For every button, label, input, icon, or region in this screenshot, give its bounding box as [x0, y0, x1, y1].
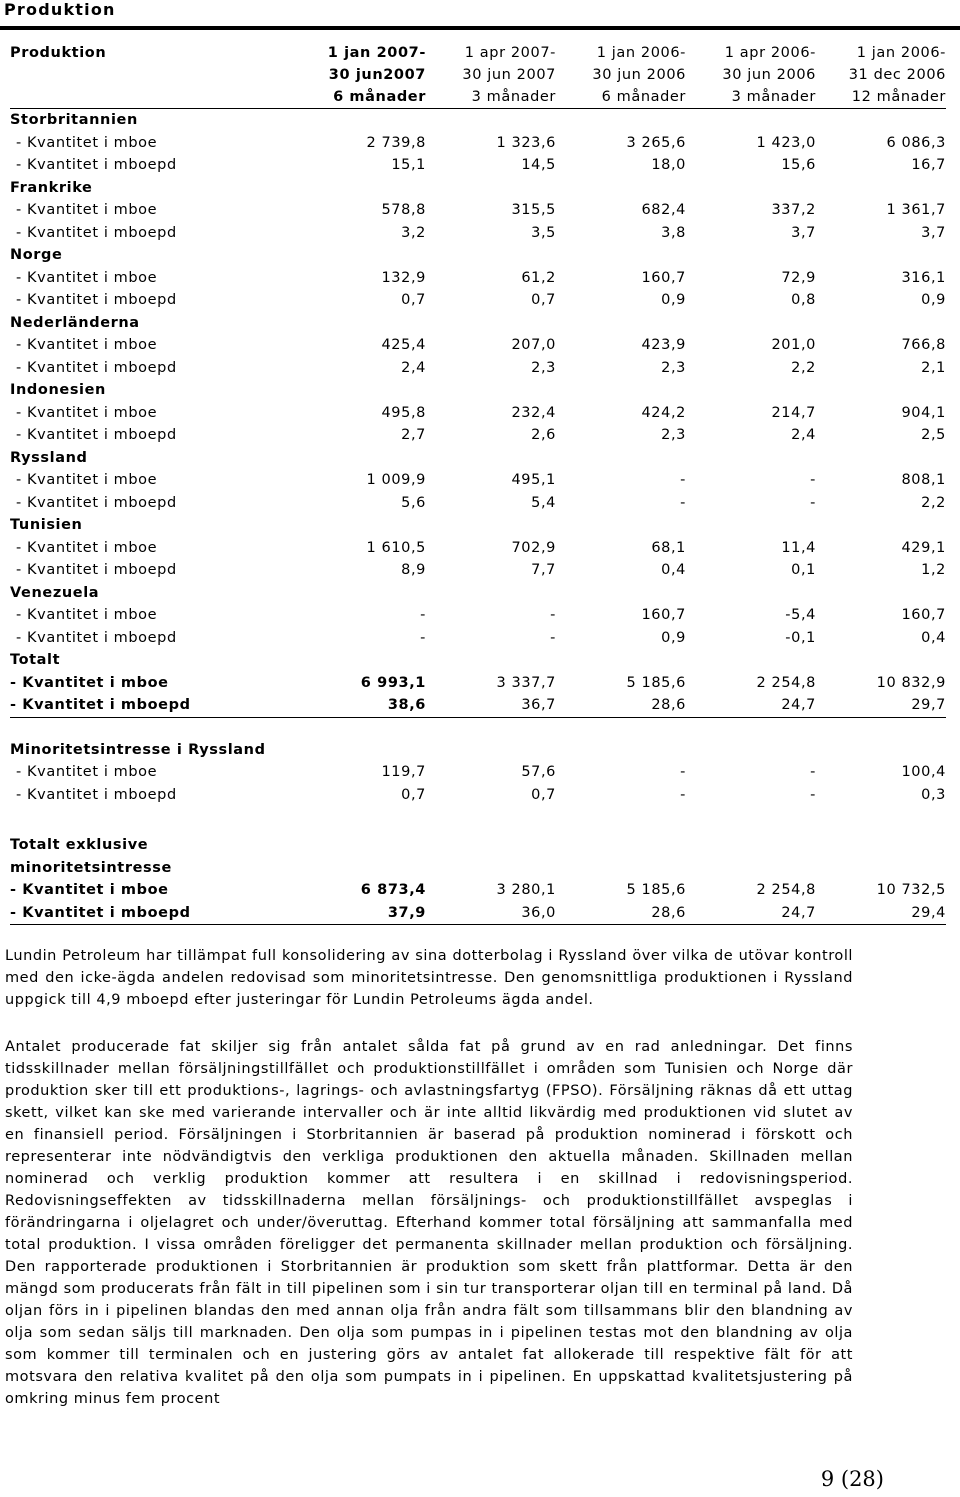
value-cell: 61,2	[521, 269, 556, 286]
row-label: - Kvantitet i mboepd	[16, 224, 177, 241]
value-cell: 3,2	[401, 224, 426, 241]
col-header-3: 1 jan 2006-	[596, 45, 686, 61]
value-cell: -5,4	[785, 607, 816, 624]
col-header-5: 12 månader	[816, 86, 946, 109]
value-cell: 36,0	[426, 902, 556, 925]
value-cell: 423,9	[641, 337, 686, 354]
value-cell: 0,7	[401, 292, 426, 309]
row-label: - Kvantitet i mboe	[10, 674, 169, 691]
value-cell: 429,1	[901, 539, 946, 556]
value-cell: 315,5	[511, 202, 556, 219]
value-cell: 0,7	[401, 786, 426, 803]
value-cell: -	[680, 764, 686, 781]
value-cell: 1 610,5	[366, 539, 426, 556]
section-label: Indonesien	[10, 382, 106, 399]
value-cell: 0,7	[531, 292, 556, 309]
value-cell: 29,7	[816, 694, 946, 717]
value-cell: 8,9	[401, 562, 426, 579]
table-row	[10, 402, 946, 425]
section-row	[10, 312, 946, 335]
section-label: Minoritetsintresse i Ryssland	[10, 741, 266, 758]
value-cell: 1 423,0	[756, 134, 816, 151]
value-cell: 119,7	[381, 764, 426, 781]
value-cell: 232,4	[511, 404, 556, 421]
value-cell: 160,7	[901, 607, 946, 624]
paragraph-production-sales: Antalet producerade fat skiljer sig från antalet sålda fat på grund av en rad anledningar. Det finns tidsskillnader mellan försäljningstillfället och produktionstillfället i områden som Tunisien och Norge där produktion sker till ett produktions-, lagrings- och avlastningsfartyg (FPSO). Försäljning räknas då ett uttag skett, vilket kan ske med varierande intervaller och är inte alltid likvärdig med produktionen vid slutet av en finansiell period. Försäljningen i Storbritannien är baserad på produktion nominerad i förskott och representerar inte nödvändigtvis den verkliga produktionen den aktuella månaden. Skillnaden mellan nominerad och verklig produktion kommer att resultera i en skillnad i redovisningsperiod. Redovisningseffekten av tidsskillnaderna mellan försäljnings- och produktionstillfället avspeglas i förändringarna i oljelagret och under/överuttag. Efterhand kommer total försäljning att sammanfalla med total produktion. I vissa områden föreligger det permanenta skillnader mellan produktion och försäljning. Den rapporterade produktionen i Storbritannien är produktion som skett från plattformar. Detta är den mängd som producerats från fält in till pipelinen som i sin tur transporterar oljan till en terminal på land. Då oljan förs in i pipelinen blandas den med annan olja från andra fält som tillsammans blir den blandning av olja som sedan säljs till marknaden. Den olja som pumpas in i pipelinen testas mot den blandning av olja som kommer till terminalen och en justering görs av antalet fat allokerade till respektive fält för att motsvara den relativa kvalitet på den olja som pumpats in i pipelinen. En uppskattad kvalitetsjustering på omkring minus fem procent	[5, 1039, 853, 1407]
value-cell: 28,6	[556, 902, 686, 925]
table-row	[10, 784, 946, 807]
value-cell: 682,4	[641, 202, 686, 219]
row-label: - Kvantitet i mboepd	[16, 562, 177, 579]
section-label: Totalt	[10, 652, 61, 669]
section-row	[10, 177, 946, 200]
value-cell: 160,7	[641, 269, 686, 286]
value-cell: 2 254,8	[756, 674, 816, 691]
table-row	[10, 761, 946, 784]
value-cell: 214,7	[771, 404, 816, 421]
section-label: Tunisien	[10, 517, 83, 534]
value-cell: 11,4	[781, 539, 816, 556]
value-cell: 3,7	[791, 224, 816, 241]
value-cell: 6 873,4	[360, 882, 426, 899]
section-row	[10, 857, 946, 880]
col-header-4: 3 månader	[686, 86, 816, 109]
value-cell: 24,7	[686, 902, 816, 925]
section-label: Norge	[10, 247, 63, 264]
table-row	[10, 559, 946, 582]
table-row	[10, 154, 946, 177]
section-row	[10, 582, 946, 605]
value-cell: 201,0	[771, 337, 816, 354]
heading-rule	[0, 26, 960, 30]
section-row	[10, 109, 946, 132]
value-cell: 132,9	[381, 269, 426, 286]
value-cell: 3,7	[921, 224, 946, 241]
section-label: Ryssland	[10, 449, 88, 466]
value-cell: 2,4	[791, 427, 816, 444]
value-cell: 3 337,7	[496, 674, 556, 691]
value-cell: -	[680, 786, 686, 803]
value-cell: 2 739,8	[366, 134, 426, 151]
value-cell: -	[810, 494, 816, 511]
value-cell: 337,2	[771, 202, 816, 219]
col-header-1: 1 jan 2007-	[327, 45, 426, 61]
table-row	[10, 469, 946, 492]
value-cell: 2,3	[661, 427, 686, 444]
value-cell: -	[420, 629, 426, 646]
section-row	[10, 514, 946, 537]
value-cell: 36,7	[426, 694, 556, 717]
row-label: - Kvantitet i mboe	[16, 472, 158, 489]
section-row	[10, 649, 946, 672]
table-row	[10, 627, 946, 650]
spacer-row	[10, 717, 946, 739]
production-table	[10, 42, 946, 925]
row-label: - Kvantitet i mboe	[16, 764, 158, 781]
value-cell: 29,4	[816, 902, 946, 925]
value-cell: -	[550, 629, 556, 646]
value-cell: 7,7	[531, 562, 556, 579]
value-cell: 2,1	[921, 359, 946, 376]
row-label: - Kvantitet i mboepd	[16, 494, 177, 511]
table-row	[10, 694, 946, 717]
value-cell: -	[420, 607, 426, 624]
col-header-2: 30 jun 2007	[462, 67, 556, 83]
col-header-2: 1 apr 2007-	[464, 45, 556, 61]
section-row	[10, 739, 946, 762]
value-cell: 72,9	[781, 269, 816, 286]
value-cell: 6 086,3	[886, 134, 946, 151]
value-cell: 1,2	[921, 562, 946, 579]
value-cell: 0,9	[661, 292, 686, 309]
value-cell: 100,4	[901, 764, 946, 781]
paragraph-minority: Lundin Petroleum har tillämpat full konsolidering av sina dotterbolag i Ryssland över vilka de utövar kontroll med den icke-ägda andelen redovisad som minoritetsintresse. Den genomsnittliga produktionen i Ryssland uppgick till 4,9 mboepd efter justeringar för Lundin Petroleums ägda andel.	[5, 948, 853, 1008]
value-cell: 702,9	[511, 539, 556, 556]
row-label: - Kvantitet i mboepd	[16, 629, 177, 646]
row-label: - Kvantitet i mboe	[16, 269, 158, 286]
section-label: minoritetsintresse	[10, 859, 172, 876]
value-cell: 495,1	[511, 472, 556, 489]
row-label: - Kvantitet i mboe	[16, 134, 158, 151]
value-cell: -0,1	[785, 629, 816, 646]
table-row	[10, 672, 946, 695]
value-cell: 1 361,7	[886, 202, 946, 219]
page-number: 9 (28)	[820, 1467, 884, 1491]
row-label: - Kvantitet i mboe	[16, 404, 158, 421]
col-header-3: 6 månader	[556, 86, 686, 109]
value-cell: 0,4	[921, 629, 946, 646]
section-label: Frankrike	[10, 179, 93, 196]
value-cell: 10 832,9	[876, 674, 946, 691]
value-cell: 424,2	[641, 404, 686, 421]
value-cell: 5,4	[531, 494, 556, 511]
section-row	[10, 244, 946, 267]
row-label: - Kvantitet i mboe	[16, 337, 158, 354]
table-row	[10, 492, 946, 515]
value-cell: 160,7	[641, 607, 686, 624]
col-header-5: 1 jan 2006-	[856, 45, 946, 61]
value-cell: 578,8	[381, 202, 426, 219]
value-cell: 2,2	[791, 359, 816, 376]
section-heading: Produktion	[4, 0, 116, 19]
value-cell: 14,5	[521, 157, 556, 174]
col-header-1: 30 jun2007	[328, 67, 426, 83]
value-cell: 316,1	[901, 269, 946, 286]
value-cell: 15,6	[781, 157, 816, 174]
value-cell: 495,8	[381, 404, 426, 421]
value-cell: 425,4	[381, 337, 426, 354]
value-cell: 2,7	[401, 427, 426, 444]
value-cell: 2,6	[531, 427, 556, 444]
header-row-3	[10, 86, 946, 109]
header-row-2	[10, 64, 946, 86]
value-cell: 0,1	[791, 562, 816, 579]
value-cell: 207,0	[511, 337, 556, 354]
row-label: - Kvantitet i mboepd	[16, 157, 177, 174]
value-cell: -	[810, 472, 816, 489]
table-row	[10, 199, 946, 222]
value-cell: 766,8	[901, 337, 946, 354]
row-label: - Kvantitet i mboe	[16, 607, 158, 624]
row-label: - Kvantitet i mboe	[16, 539, 158, 556]
value-cell: 2,3	[661, 359, 686, 376]
value-cell: 28,6	[556, 694, 686, 717]
value-cell: 16,7	[911, 157, 946, 174]
table-row	[10, 289, 946, 312]
value-cell: 0,7	[531, 786, 556, 803]
value-cell: 38,6	[304, 694, 426, 717]
value-cell: 3,5	[531, 224, 556, 241]
row-label: - Kvantitet i mboe	[10, 882, 169, 899]
section-label: Storbritannien	[10, 112, 138, 129]
row-label: - Kvantitet i mboepd	[10, 902, 304, 925]
section-row	[10, 379, 946, 402]
row-label: - Kvantitet i mboepd	[16, 292, 177, 309]
col-header-2: 3 månader	[426, 86, 556, 109]
value-cell: 808,1	[901, 472, 946, 489]
value-cell: 904,1	[901, 404, 946, 421]
row-label: - Kvantitet i mboepd	[16, 359, 177, 376]
value-cell: 2,5	[921, 427, 946, 444]
value-cell: -	[680, 472, 686, 489]
section-row	[10, 834, 946, 857]
value-cell: 0,4	[661, 562, 686, 579]
row-label: - Kvantitet i mboepd	[10, 694, 304, 717]
value-cell: -	[550, 607, 556, 624]
table-row	[10, 357, 946, 380]
value-cell: 24,7	[686, 694, 816, 717]
table-row	[10, 267, 946, 290]
value-cell: 3 265,6	[626, 134, 686, 151]
table-row	[10, 537, 946, 560]
value-cell: -	[810, 786, 816, 803]
value-cell: 68,1	[651, 539, 686, 556]
table-row	[10, 132, 946, 155]
value-cell: 15,1	[391, 157, 426, 174]
table-row	[10, 424, 946, 447]
header-row-1	[10, 42, 946, 64]
table-row	[10, 879, 946, 902]
table-row	[10, 334, 946, 357]
table-row	[10, 222, 946, 245]
row-label: - Kvantitet i mboe	[16, 202, 158, 219]
value-cell: 5,6	[401, 494, 426, 511]
spacer-row	[10, 806, 946, 834]
table-row	[10, 902, 946, 925]
value-cell: 0,3	[921, 786, 946, 803]
value-cell: 0,9	[921, 292, 946, 309]
col-header-1: 6 månader	[304, 86, 426, 109]
value-cell: 0,9	[661, 629, 686, 646]
value-cell: 2 254,8	[756, 882, 816, 899]
value-cell: 1 009,9	[366, 472, 426, 489]
value-cell: 2,4	[401, 359, 426, 376]
value-cell: -	[810, 764, 816, 781]
value-cell: 10 732,5	[876, 882, 946, 899]
value-cell: 0,8	[791, 292, 816, 309]
value-cell: 1 323,6	[496, 134, 556, 151]
value-cell: 18,0	[651, 157, 686, 174]
value-cell: 5 185,6	[626, 674, 686, 691]
value-cell: 57,6	[521, 764, 556, 781]
value-cell: 6 993,1	[360, 674, 426, 691]
value-cell: 3,8	[661, 224, 686, 241]
table-row	[10, 604, 946, 627]
row-label: - Kvantitet i mboepd	[16, 427, 177, 444]
section-label: Nederländerna	[10, 314, 140, 331]
section-label: Venezuela	[10, 584, 100, 601]
value-cell: 2,2	[921, 494, 946, 511]
section-row	[10, 447, 946, 470]
row-label: - Kvantitet i mboepd	[16, 786, 177, 803]
value-cell: 3 280,1	[496, 882, 556, 899]
col-header-4: 1 apr 2006-	[724, 45, 816, 61]
value-cell: 37,9	[304, 902, 426, 925]
value-cell: 5 185,6	[626, 882, 686, 899]
value-cell: 2,3	[531, 359, 556, 376]
section-label: Totalt exklusive	[10, 837, 149, 854]
col-header-3: 30 jun 2006	[592, 67, 686, 83]
table-corner-label: Produktion	[10, 45, 107, 61]
col-header-5: 31 dec 2006	[848, 67, 946, 83]
value-cell: -	[680, 494, 686, 511]
col-header-4: 30 jun 2006	[722, 67, 816, 83]
